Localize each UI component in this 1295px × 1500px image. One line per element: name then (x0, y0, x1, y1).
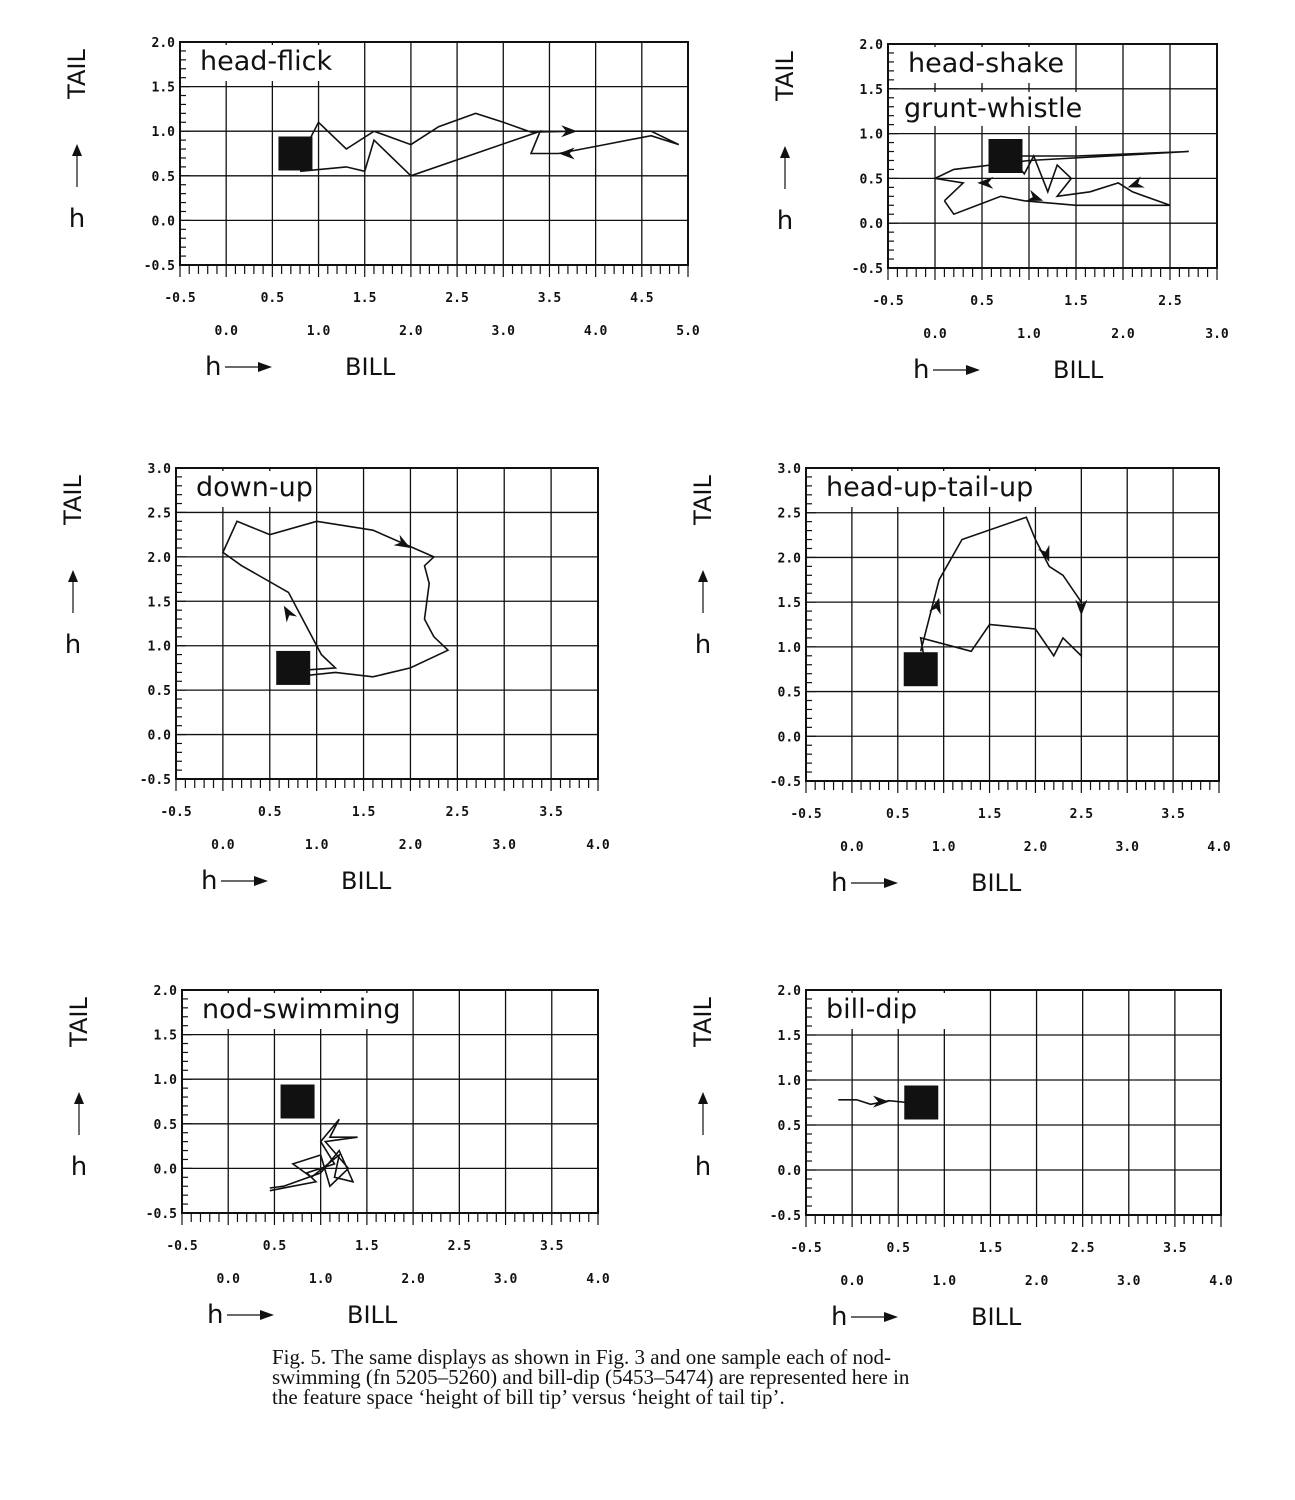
y-tick-label: -0.5 (851, 262, 883, 277)
x-tick-label-upper: 2.5 (1070, 1241, 1095, 1256)
x-tick-label-lower: 4.0 (586, 838, 610, 853)
x-tick-label-lower: 1.0 (308, 1272, 333, 1287)
x-tick-label-upper: 3.5 (539, 805, 563, 820)
x-arrow-h: h (913, 355, 930, 385)
y-tick-label: 0.5 (777, 1119, 801, 1134)
x-tick-label-upper: 1.5 (352, 291, 377, 306)
y-arrowhead-icon (698, 570, 708, 582)
x-tick-label-upper: 2.5 (1158, 294, 1182, 309)
trajectory-line (921, 517, 1082, 665)
x-arrowhead-icon (966, 365, 980, 375)
x-tick-label-upper: 3.5 (1161, 807, 1185, 822)
y-axis-label: TAIL (771, 51, 799, 101)
y-tick-label: 0.5 (777, 685, 801, 701)
x-tick-label-upper: -0.5 (164, 291, 196, 306)
y-tick-label: 0.5 (151, 169, 175, 185)
y-tick-label: 0.5 (859, 172, 883, 188)
chart-title: down-up (196, 472, 313, 503)
x-tick-label-lower: 3.0 (492, 838, 516, 853)
y-arrow-h: h (694, 1152, 712, 1182)
y-tick-label: -0.5 (139, 773, 171, 788)
plot-frame (176, 468, 598, 779)
chart-3 (59, 462, 610, 896)
direction-arrow-icon (873, 1096, 889, 1108)
y-tick-label: 1.0 (147, 639, 171, 655)
chart-title: head-flick (200, 46, 333, 77)
chart-title: head-shake (908, 48, 1065, 79)
x-axis-label: BILL (345, 353, 396, 381)
y-tick-label: 1.5 (147, 595, 171, 611)
chart-5 (65, 984, 610, 1330)
x-tick-label-lower: 5.0 (676, 324, 700, 339)
x-axis-label: BILL (971, 869, 1022, 897)
x-tick-label-upper: -0.5 (872, 294, 904, 309)
y-arrow-h: h (776, 206, 794, 236)
trajectory-line (296, 113, 679, 175)
y-tick-label: 1.0 (777, 640, 801, 656)
x-tick-label-upper: -0.5 (160, 805, 192, 820)
x-tick-label-upper: 4.5 (630, 291, 654, 306)
x-tick-label-upper: 1.5 (977, 807, 1002, 822)
y-axis-label: TAIL (63, 49, 91, 99)
start-marker (904, 652, 938, 686)
y-tick-label: 2.0 (859, 38, 883, 53)
x-tick-label-upper: -0.5 (166, 1239, 198, 1254)
x-tick-label-lower: 3.0 (1117, 1274, 1141, 1289)
x-tick-label-lower: 2.0 (1023, 840, 1048, 855)
x-tick-label-lower: 3.0 (493, 1272, 518, 1287)
y-tick-label: 3.0 (147, 462, 171, 477)
x-tick-label-lower: 2.0 (1111, 327, 1135, 342)
y-arrow-h: h (68, 204, 86, 234)
trajectory-line (935, 152, 1189, 215)
y-arrow-h: h (694, 630, 712, 660)
trajectory-line (223, 521, 448, 677)
y-axis-label: TAIL (689, 997, 717, 1047)
y-tick-label: 2.0 (777, 551, 801, 567)
x-arrowhead-icon (884, 1312, 898, 1322)
x-tick-label-lower: 1.0 (1017, 327, 1041, 342)
chart-subtitle: grunt-whistle (904, 93, 1083, 124)
x-tick-label-upper: 3.5 (537, 291, 562, 306)
x-arrow-h: h (207, 1300, 224, 1330)
chart-title: nod-swimming (202, 994, 401, 1025)
x-tick-label-upper: -0.5 (790, 807, 822, 822)
x-axis-label: BILL (1053, 356, 1104, 384)
x-tick-label-upper: 0.5 (886, 1241, 910, 1256)
y-arrow-h: h (64, 630, 82, 660)
x-tick-label-lower: 3.0 (1115, 840, 1139, 855)
x-tick-label-upper: 1.5 (355, 1239, 379, 1254)
caption-line-1: Fig. 5. The same displays as shown in Fig. 3 and one sample each of nod- (272, 1345, 892, 1369)
x-axis-label: BILL (341, 867, 392, 895)
x-tick-label-upper: -0.5 (790, 1241, 822, 1256)
y-arrowhead-icon (74, 1092, 84, 1104)
y-arrowhead-icon (68, 570, 78, 582)
x-tick-label-upper: 0.5 (262, 1239, 287, 1254)
x-tick-label-lower: 0.0 (923, 327, 947, 342)
y-tick-label: 0.5 (153, 1117, 177, 1133)
y-axis-label: TAIL (59, 475, 87, 525)
y-tick-label: 1.5 (151, 80, 175, 96)
x-tick-label-upper: 0.5 (260, 291, 285, 306)
y-tick-label: 2.0 (151, 36, 175, 51)
y-arrowhead-icon (780, 146, 790, 158)
chart-2 (771, 38, 1229, 385)
direction-arrow-icon (559, 148, 575, 160)
x-tick-label-lower: 3.0 (1205, 327, 1229, 342)
x-tick-label-lower: 4.0 (1207, 840, 1231, 855)
x-tick-label-lower: 0.0 (840, 1274, 864, 1289)
x-arrow-h: h (831, 1302, 848, 1332)
y-tick-label: -0.5 (769, 1209, 801, 1224)
x-arrow-h: h (831, 868, 848, 898)
y-tick-label: 2.5 (147, 506, 171, 522)
x-axis-label: BILL (347, 1301, 398, 1329)
y-tick-label: 1.0 (859, 127, 883, 143)
y-tick-label: 2.5 (777, 506, 801, 522)
direction-arrow-icon (279, 603, 297, 623)
x-tick-label-upper: 0.5 (970, 294, 994, 309)
x-tick-label-upper: 2.5 (445, 291, 469, 306)
x-tick-label-lower: 0.0 (216, 1272, 240, 1287)
x-tick-label-lower: 1.0 (932, 1274, 957, 1289)
x-arrowhead-icon (884, 878, 898, 888)
y-tick-label: 0.0 (151, 214, 175, 230)
y-tick-label: -0.5 (143, 259, 175, 274)
caption-line-3: the feature space ‘height of bill tip’ versus ‘height of tail tip’. (272, 1385, 785, 1409)
x-tick-label-upper: 1.5 (1064, 294, 1088, 309)
y-tick-label: 1.0 (777, 1074, 801, 1089)
start-marker (276, 651, 310, 685)
y-tick-label: 0.0 (153, 1162, 177, 1178)
x-tick-label-upper: 2.5 (447, 1239, 472, 1254)
x-tick-label-lower: 1.0 (931, 840, 956, 855)
figure-caption (272, 1347, 1072, 1407)
x-arrowhead-icon (254, 876, 268, 886)
y-tick-label: 0.0 (777, 1164, 801, 1179)
x-tick-label-upper: 1.5 (978, 1241, 1003, 1256)
start-marker (281, 1085, 315, 1119)
y-tick-label: 2.0 (777, 984, 801, 999)
y-tick-label: 0.0 (777, 730, 801, 746)
y-tick-label: -0.5 (145, 1207, 177, 1222)
start-marker (278, 137, 312, 171)
chart-title: head-up-tail-up (826, 472, 1034, 503)
x-arrowhead-icon (258, 362, 272, 372)
chart-1 (63, 36, 700, 382)
x-tick-label-lower: 1.0 (304, 838, 329, 853)
y-tick-label: 0.5 (147, 684, 171, 700)
x-tick-label-upper: 0.5 (258, 805, 282, 820)
x-tick-label-lower: 0.0 (214, 324, 238, 339)
x-tick-label-lower: 2.0 (398, 838, 423, 853)
y-tick-label: 2.0 (147, 550, 171, 566)
x-tick-label-lower: 4.0 (586, 1272, 610, 1287)
trajectory-line (270, 1119, 358, 1190)
y-tick-label: 1.5 (777, 596, 801, 612)
x-tick-label-lower: 0.0 (211, 838, 235, 853)
x-tick-label-lower: 0.0 (840, 840, 864, 855)
y-axis-label: TAIL (689, 475, 717, 525)
y-tick-label: -0.5 (769, 775, 801, 790)
plot-frame (806, 468, 1219, 781)
chart-4 (689, 462, 1231, 898)
x-tick-label-lower: 4.0 (1209, 1274, 1233, 1289)
x-tick-label-upper: 2.5 (445, 805, 470, 820)
y-tick-label: 1.5 (153, 1028, 177, 1044)
caption-line-2: swimming (fn 5205–5260) and bill-dip (5453–5474) are represented here in (272, 1365, 910, 1389)
start-marker (904, 1086, 938, 1120)
y-arrow-h: h (70, 1152, 88, 1182)
y-axis-label: TAIL (65, 997, 93, 1047)
y-tick-label: 0.0 (859, 217, 883, 233)
x-tick-label-upper: 1.5 (351, 805, 376, 820)
x-tick-label-upper: 3.5 (540, 1239, 564, 1254)
x-axis-label: BILL (971, 1303, 1022, 1331)
y-tick-label: 1.0 (151, 125, 175, 141)
x-tick-label-lower: 2.0 (401, 1272, 425, 1287)
x-tick-label-upper: 2.5 (1069, 807, 1094, 822)
x-tick-label-upper: 0.5 (886, 807, 910, 822)
x-arrowhead-icon (260, 1310, 274, 1320)
y-tick-label: 1.5 (777, 1029, 801, 1044)
x-arrow-h: h (205, 352, 222, 382)
x-tick-label-lower: 2.0 (399, 324, 423, 339)
chart-title: bill-dip (826, 994, 918, 1025)
x-tick-label-lower: 3.0 (491, 324, 516, 339)
y-tick-label: 1.5 (859, 82, 883, 98)
x-tick-label-upper: 3.5 (1163, 1241, 1187, 1256)
x-tick-label-lower: 1.0 (306, 324, 331, 339)
chart-6 (689, 984, 1233, 1332)
y-arrowhead-icon (72, 144, 82, 156)
start-marker (989, 139, 1023, 173)
x-tick-label-lower: 4.0 (583, 324, 608, 339)
y-tick-label: 3.0 (777, 462, 801, 477)
x-arrow-h: h (201, 866, 218, 896)
y-tick-label: 1.0 (153, 1073, 177, 1089)
x-tick-label-lower: 2.0 (1024, 1274, 1049, 1289)
y-arrowhead-icon (698, 1092, 708, 1104)
y-tick-label: 0.0 (147, 728, 171, 744)
trajectory-line (838, 1100, 907, 1105)
y-tick-label: 2.0 (153, 984, 177, 999)
